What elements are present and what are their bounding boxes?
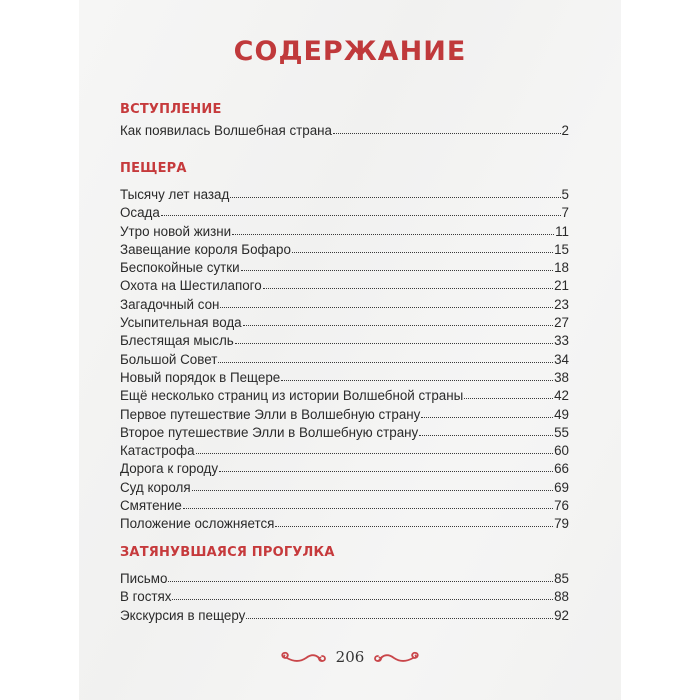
entry-title: Ещё несколько страниц из истории Волшебной страны bbox=[120, 388, 464, 404]
entry-page: 2 bbox=[561, 123, 569, 138]
dot-leader bbox=[196, 443, 554, 455]
entry-title: Суд короля bbox=[120, 479, 191, 495]
dot-leader bbox=[220, 297, 553, 309]
entry-page: 27 bbox=[554, 315, 569, 331]
toc-entry[interactable] bbox=[120, 497, 569, 515]
toc-entry[interactable] bbox=[120, 314, 569, 332]
dot-leader bbox=[243, 315, 553, 327]
toc-entry[interactable] bbox=[120, 515, 569, 533]
section-cave bbox=[120, 160, 569, 534]
swirl-ornament-icon bbox=[278, 649, 328, 665]
dot-leader bbox=[281, 370, 553, 382]
entry-title: Дорога к городу bbox=[120, 461, 219, 477]
page-number: 206 bbox=[335, 648, 365, 666]
entry-title: Усыпительная вода bbox=[120, 315, 242, 331]
dot-leader bbox=[419, 425, 553, 437]
toc-entry[interactable] bbox=[120, 223, 569, 241]
toc-entry[interactable] bbox=[120, 570, 569, 588]
page-footer bbox=[79, 648, 621, 666]
entry-title: Письмо bbox=[120, 571, 168, 586]
toc-entry[interactable] bbox=[120, 442, 569, 460]
toc-entry[interactable] bbox=[120, 588, 569, 606]
entry-page: 33 bbox=[554, 333, 569, 349]
entry-page: 7 bbox=[561, 205, 569, 221]
entry-title: Завещание короля Бофаро bbox=[120, 241, 291, 257]
entry-page: 38 bbox=[554, 369, 569, 385]
dot-leader bbox=[275, 516, 553, 528]
entry-title: Загадочный сон bbox=[120, 296, 220, 312]
entry-title: Охота на Шестилапого bbox=[120, 278, 262, 294]
entry-title: Положение осложняется bbox=[120, 516, 275, 532]
section-heading: ПЕЩЕРА bbox=[120, 161, 187, 176]
dot-leader bbox=[421, 407, 553, 419]
entry-title: Катастрофа bbox=[120, 443, 195, 459]
dot-leader bbox=[241, 260, 553, 272]
entry-title: Новый порядок в Пещере bbox=[120, 369, 281, 385]
entry-title: Тысячу лет назад bbox=[120, 187, 230, 202]
dot-leader bbox=[333, 123, 561, 135]
dot-leader bbox=[232, 224, 554, 236]
entry-title: Большой Совет bbox=[120, 351, 218, 367]
entry-page: 42 bbox=[554, 388, 569, 404]
dot-leader bbox=[172, 589, 553, 601]
entry-title: В гостях bbox=[120, 589, 172, 605]
dot-leader bbox=[218, 352, 553, 364]
dot-leader bbox=[292, 242, 553, 254]
dot-leader bbox=[192, 480, 554, 492]
entry-page: 85 bbox=[554, 571, 569, 586]
entry-title: Экскурсия в пещеру bbox=[120, 607, 246, 623]
toc-entry[interactable] bbox=[120, 186, 569, 204]
toc-entry[interactable] bbox=[120, 460, 569, 478]
entry-page: 69 bbox=[554, 479, 569, 495]
entry-page: 34 bbox=[554, 351, 569, 367]
dot-leader bbox=[183, 498, 553, 510]
entry-page: 88 bbox=[554, 589, 569, 605]
entry-title: Блестящая мысль bbox=[120, 333, 234, 349]
entry-title: Осада bbox=[120, 205, 160, 221]
dot-leader bbox=[161, 205, 561, 217]
section-heading: ВСТУПЛЕНИЕ bbox=[120, 102, 222, 117]
entry-page: 21 bbox=[554, 278, 569, 294]
toc-entry[interactable] bbox=[120, 204, 569, 222]
entry-title: Утро новой жизни bbox=[120, 223, 232, 239]
entry-page: 76 bbox=[554, 498, 569, 514]
section-long-walk bbox=[120, 544, 569, 625]
entry-title: Как появилась Волшебная страна bbox=[120, 123, 333, 138]
toc-entry[interactable] bbox=[120, 259, 569, 277]
toc-entry[interactable] bbox=[120, 387, 569, 405]
toc-entry[interactable] bbox=[120, 241, 569, 259]
toc-entry[interactable] bbox=[120, 332, 569, 350]
entry-page: 11 bbox=[555, 223, 569, 239]
entry-page: 79 bbox=[554, 516, 569, 532]
entry-title: Первое путешествие Элли в Волшебную страну bbox=[120, 406, 421, 422]
swirl-ornament-icon bbox=[372, 649, 422, 665]
entry-page: 92 bbox=[554, 607, 569, 623]
dot-leader bbox=[235, 333, 553, 345]
entry-title: Второе путешествие Элли в Волшебную страну bbox=[120, 424, 419, 440]
toc-entry[interactable] bbox=[120, 277, 569, 295]
entry-title: Смятение bbox=[120, 498, 182, 514]
book-page bbox=[79, 0, 621, 700]
section-heading: ЗАТЯНУВШАЯСЯ ПРОГУЛКА bbox=[120, 545, 335, 560]
dot-leader bbox=[168, 571, 553, 583]
entry-page: 23 bbox=[554, 296, 569, 312]
toc-entry[interactable] bbox=[120, 406, 569, 424]
entry-page: 49 bbox=[554, 406, 569, 422]
entry-title: Беспокойные сутки bbox=[120, 260, 240, 276]
entry-page: 5 bbox=[561, 187, 569, 202]
toc-entry[interactable] bbox=[120, 351, 569, 369]
toc-entry[interactable] bbox=[120, 424, 569, 442]
entry-page: 18 bbox=[554, 260, 569, 276]
toc-entry[interactable] bbox=[120, 607, 569, 625]
section-introduction bbox=[120, 101, 569, 140]
entry-page: 55 bbox=[554, 424, 569, 440]
toc-entry[interactable] bbox=[120, 369, 569, 387]
entry-page: 15 bbox=[554, 241, 569, 257]
entry-page: 60 bbox=[554, 443, 569, 459]
toc-entry[interactable] bbox=[120, 296, 569, 314]
dot-leader bbox=[263, 278, 553, 290]
dot-leader bbox=[219, 461, 553, 473]
dot-leader bbox=[464, 388, 553, 400]
page-title: СОДЕРЖАНИЕ bbox=[233, 36, 467, 67]
entry-page: 66 bbox=[554, 461, 569, 477]
toc-entry[interactable] bbox=[120, 122, 569, 140]
dot-leader bbox=[246, 608, 553, 620]
toc-entry[interactable] bbox=[120, 479, 569, 497]
dot-leader bbox=[230, 187, 560, 199]
